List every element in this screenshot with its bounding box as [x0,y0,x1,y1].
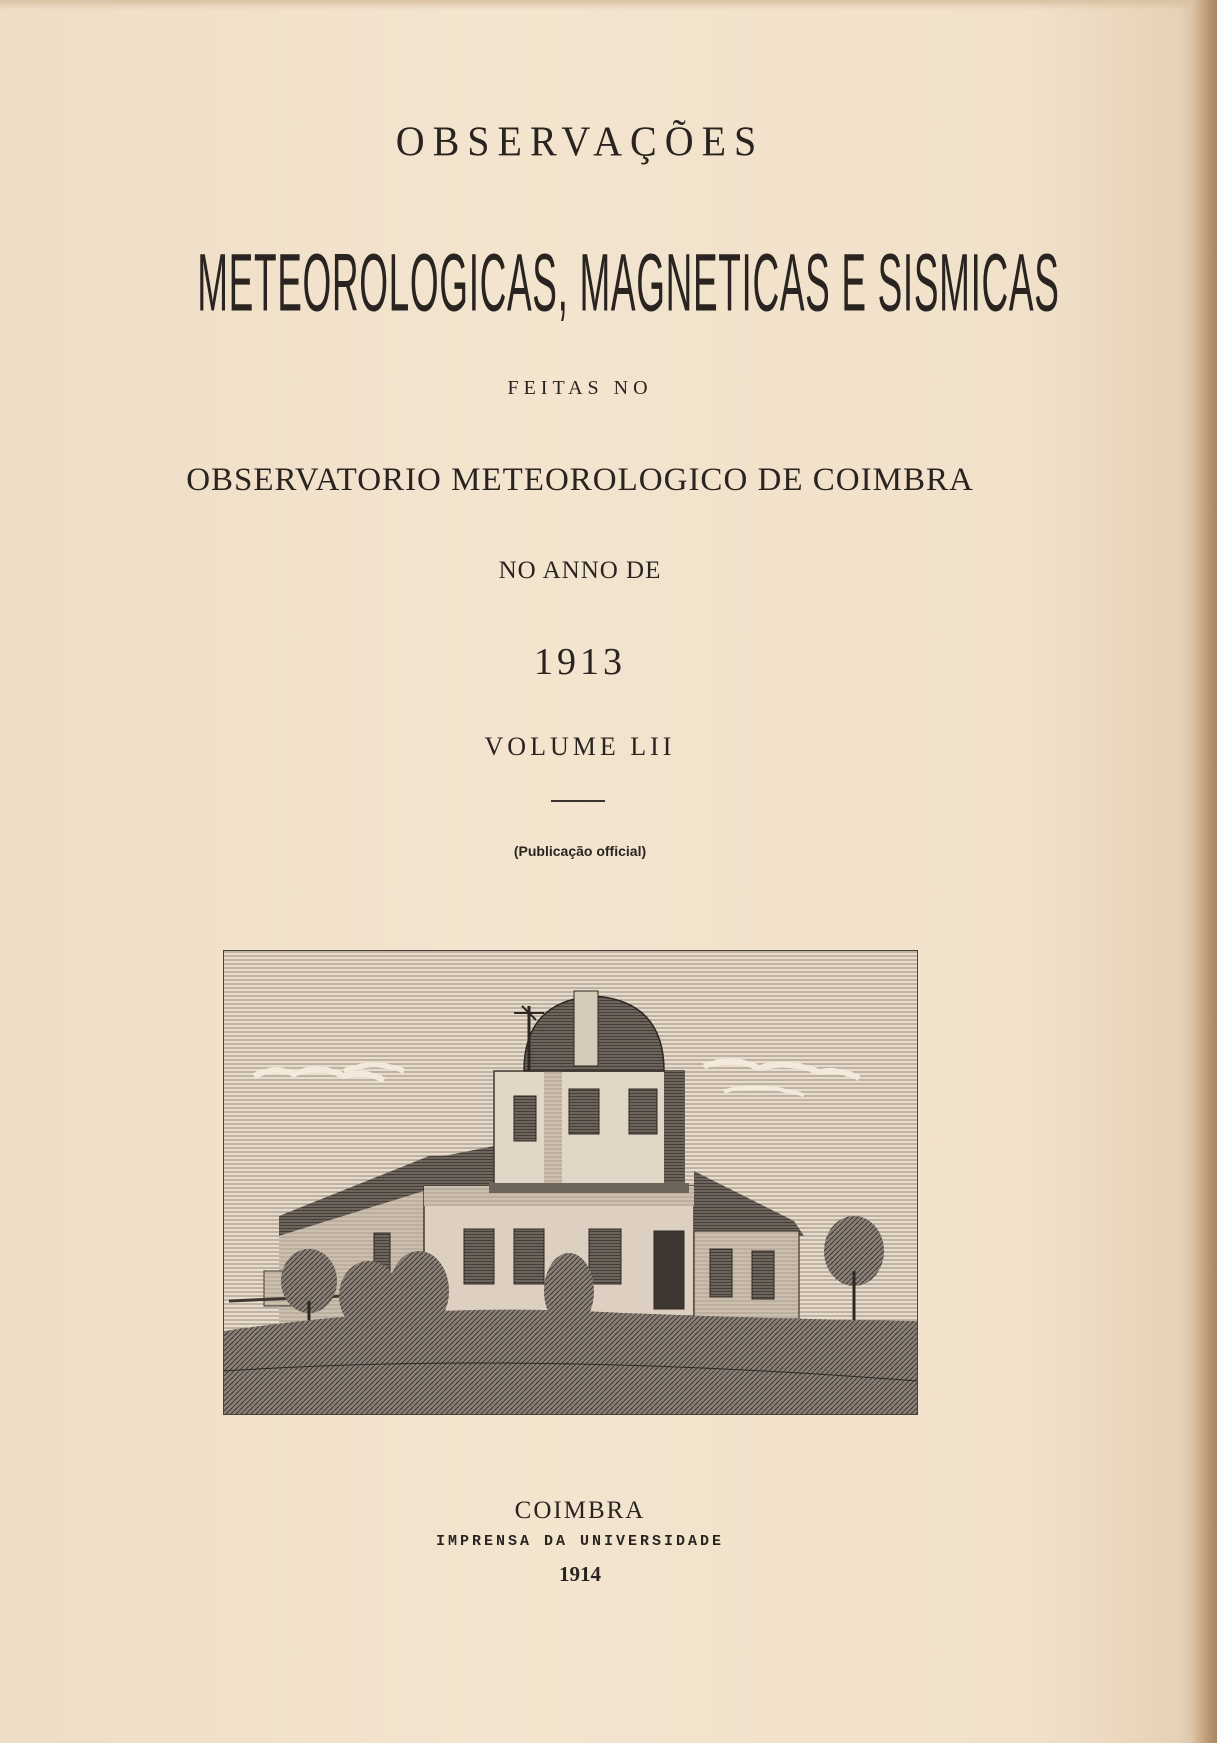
imprint-press: IMPRENSA DA UNIVERSIDADE [435,1533,725,1550]
title-observatorio: OBSERVATORIO METEOROLOGICO DE COIMBRA [186,462,974,498]
title-no-anno-de: NO ANNO DE [498,557,662,584]
title-volume: VOLUME LII [484,732,676,761]
title-main: METEOROLOGICAS, MAGNETICAS E SISMICAS [197,236,1060,328]
title-observacoes: OBSERVAÇÕES [395,117,765,166]
imprint-year: 1914 [559,1562,601,1586]
page-top-edge [0,0,1217,10]
page-right-edge [1191,0,1217,1743]
publication-note: (Publicação official) [513,843,647,859]
title-year: 1913 [534,641,626,683]
title-feitas-no: FEITAS NO [507,377,653,399]
observatory-engraving [223,950,918,1415]
imprint-city: COIMBRA [514,1497,646,1524]
divider-rule [551,800,605,802]
